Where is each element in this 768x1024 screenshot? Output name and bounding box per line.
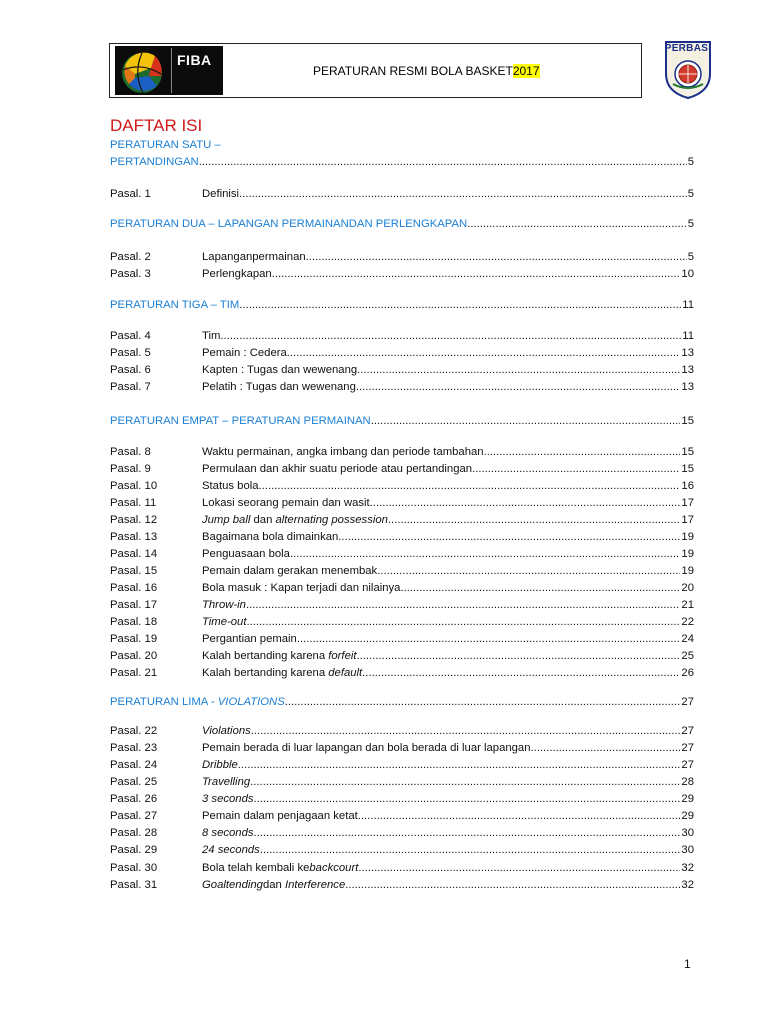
entry-label: Pasal. 26	[110, 793, 158, 805]
entry-label: Pasal. 28	[110, 827, 158, 839]
dot-leader	[254, 791, 681, 807]
entry-text-italic: 8 seconds	[202, 827, 254, 839]
entry-text: Bola masuk : Kapan terjadi dan nilainya	[202, 582, 401, 594]
entry-text: dan	[250, 514, 276, 526]
entry-page: 19	[681, 548, 694, 560]
entry-page: 20	[681, 582, 694, 594]
dot-leader	[250, 774, 680, 790]
entry-text: Lokasi seorang pemain dan wasit	[202, 497, 370, 509]
entry-page: 26	[681, 667, 694, 679]
entry-label: Pasal. 4	[110, 330, 151, 342]
dot-leader	[467, 216, 687, 232]
entry-page: 32	[681, 879, 694, 891]
chapter-title-italic: VIOLATIONS	[217, 696, 285, 708]
toc-entry-pasal-7[interactable]	[110, 379, 694, 395]
dot-leader	[306, 249, 687, 265]
chapter-4-heading[interactable]	[110, 413, 694, 429]
dot-leader	[238, 757, 681, 773]
entry-label: Pasal. 15	[110, 565, 158, 577]
entry-text-italic: Goaltending	[202, 879, 263, 891]
toc-entry-pasal-8[interactable]	[110, 444, 694, 460]
entry-page: 29	[681, 793, 694, 805]
entry-label: Pasal. 8	[110, 446, 151, 458]
entry-label: Pasal. 22	[110, 725, 158, 737]
entry-text: Pemain dalam penjagaan ketat	[202, 810, 358, 822]
dot-leader	[290, 546, 680, 562]
document-year: 2017	[512, 64, 540, 78]
chapter-title-text: PERATURAN LIMA -	[110, 696, 218, 708]
entry-page: 13	[681, 381, 694, 393]
fiba-logo	[115, 46, 223, 95]
entry-page: 17	[681, 514, 694, 526]
entry-label: Pasal. 2	[110, 251, 151, 263]
toc-entry-pasal-22[interactable]	[110, 723, 694, 739]
entry-text: Pergantian pemain	[202, 633, 297, 645]
chapter-title: PERATURAN DUA – LAPANGAN PERMAINANDAN PERLENGKAPAN	[110, 218, 468, 230]
toc-entry-pasal-27[interactable]	[110, 808, 694, 824]
entry-text: Waktu permainan, angka imbang dan periode tambahan	[202, 446, 484, 458]
entry-page: 15	[681, 446, 694, 458]
entry-label: Pasal. 16	[110, 582, 158, 594]
entry-label: Pasal. 25	[110, 776, 158, 788]
entry-text-italic: 3 seconds	[202, 793, 254, 805]
entry-text: Pemain dalam gerakan menembak	[202, 565, 378, 577]
entry-text-italic: default	[328, 667, 363, 679]
dot-leader	[400, 580, 680, 596]
toc-entry-pasal-26[interactable]	[110, 791, 694, 807]
entry-text-italic: Interference	[284, 879, 346, 891]
entry-text-italic: 24 seconds	[202, 844, 260, 856]
entry-text-italic: Violations	[202, 725, 251, 737]
entry-text: Kalah bertanding karena	[202, 667, 329, 679]
entry-page: 32	[681, 862, 694, 874]
entry-text: Bagaimana bola dimainkan	[202, 531, 339, 543]
toc-entry-pasal-1[interactable]	[110, 186, 694, 202]
entry-label: Pasal. 20	[110, 650, 158, 662]
toc-entry-pasal-2[interactable]	[110, 249, 694, 265]
dot-leader	[246, 614, 680, 630]
entry-text: Status bola	[202, 480, 259, 492]
perbasi-logo	[663, 40, 713, 100]
dot-leader	[297, 631, 681, 647]
toc-entry-pasal-25[interactable]	[110, 774, 694, 790]
entry-page: 5	[687, 251, 694, 263]
entry-page: 19	[681, 531, 694, 543]
dot-leader	[377, 563, 680, 579]
dot-leader	[371, 413, 681, 429]
dot-leader	[239, 297, 681, 313]
chapter-5-heading[interactable]	[110, 694, 694, 710]
toc-entry-pasal-16[interactable]	[110, 580, 694, 596]
dot-leader	[345, 877, 680, 893]
chapter-title: PERATURAN TIGA – TIM	[110, 299, 240, 311]
chapter-2-heading[interactable]	[110, 216, 694, 232]
entry-page: 15	[681, 463, 694, 475]
entry-page: 28	[681, 776, 694, 788]
entry-text: dan	[262, 879, 285, 891]
entry-label: Pasal. 12	[110, 514, 158, 526]
toc-entry-pasal-3[interactable]	[110, 266, 694, 282]
dot-leader	[287, 345, 681, 361]
entry-label: Pasal. 31	[110, 879, 158, 891]
entry-label: Pasal. 13	[110, 531, 158, 543]
entry-page: 21	[681, 599, 694, 611]
toc-entry-pasal-17[interactable]	[110, 597, 694, 613]
entry-page: 27	[681, 759, 694, 771]
entry-label: Pasal. 30	[110, 862, 158, 874]
entry-text: Definisi	[202, 188, 240, 200]
entry-text: Penguasaan bola	[202, 548, 290, 560]
chapter-1-heading[interactable]	[110, 154, 694, 170]
page-number: 1	[684, 957, 691, 971]
entry-label: Pasal. 18	[110, 616, 158, 628]
dot-leader	[254, 825, 681, 841]
dot-leader	[251, 723, 681, 739]
entry-label: Pasal. 5	[110, 347, 151, 359]
dot-leader	[484, 444, 681, 460]
entry-text-italic: Throw-in	[202, 599, 246, 611]
entry-text: Pemain : Cedera	[202, 347, 287, 359]
chapter-page: 27	[681, 696, 694, 708]
chapter-title	[110, 694, 285, 710]
dot-leader	[239, 186, 687, 202]
dot-leader	[220, 328, 681, 344]
dot-leader	[388, 512, 681, 528]
entry-text: Tim	[202, 330, 221, 342]
entry-page: 30	[681, 844, 694, 856]
entry-page: 27	[681, 725, 694, 737]
toc-entry-pasal-21[interactable]	[110, 665, 694, 681]
fiba-logo-text: FIBA	[177, 52, 212, 68]
dot-leader	[260, 842, 681, 858]
document-title	[313, 64, 540, 78]
toc-entry-pasal-9[interactable]	[110, 461, 694, 477]
entry-page: 29	[681, 810, 694, 822]
entry-text: Pelatih : Tugas dan wewenang	[202, 381, 356, 393]
entry-label: Pasal. 14	[110, 548, 158, 560]
dot-leader	[370, 495, 681, 511]
entry-text-italic: Dribble	[202, 759, 238, 771]
entry-text-italic: backcourt	[309, 862, 359, 874]
entry-page: 17	[681, 497, 694, 509]
entry-text-italic: forfeit	[328, 650, 357, 662]
entry-page: 25	[681, 650, 694, 662]
entry-text: Kapten : Tugas dan wewenang	[202, 364, 358, 376]
toc-entry-pasal-28[interactable]	[110, 825, 694, 841]
dot-leader	[285, 694, 681, 710]
entry-page: 19	[681, 565, 694, 577]
chapter-page: 5	[687, 218, 694, 230]
dot-leader	[356, 379, 681, 395]
chapter-page: 5	[687, 156, 694, 168]
toc-entry-pasal-29[interactable]	[110, 842, 694, 858]
toc-entry-pasal-14[interactable]	[110, 546, 694, 562]
entry-label: Pasal. 17	[110, 599, 158, 611]
dot-leader	[358, 860, 680, 876]
entry-text-italic: Time-out	[202, 616, 247, 628]
entry-page: 16	[681, 480, 694, 492]
chapter-title: PERTANDINGAN	[110, 156, 199, 168]
toc-entry-pasal-12[interactable]	[110, 512, 694, 528]
entry-text-italic: alternating possession	[275, 514, 388, 526]
entry-text: Lapanganpermainan	[202, 251, 306, 263]
dot-leader	[472, 461, 680, 477]
entry-page: 13	[681, 364, 694, 376]
entry-text: Permulaan dan akhir suatu periode atau pertandingan	[202, 463, 473, 475]
entry-label: Pasal. 24	[110, 759, 158, 771]
toc-entry-pasal-18[interactable]	[110, 614, 694, 630]
dot-leader	[338, 529, 680, 545]
entry-text-italic: Travelling	[202, 776, 251, 788]
entry-label: Pasal. 29	[110, 844, 158, 856]
toc-entry-pasal-6[interactable]	[110, 362, 694, 378]
toc-entry-pasal-13[interactable]	[110, 529, 694, 545]
chapter-title: PERATURAN EMPAT – PERATURAN PERMAINAN	[110, 415, 371, 427]
entry-page: 11	[682, 330, 694, 342]
dot-leader	[358, 808, 681, 824]
toc-entry-pasal-31[interactable]	[110, 877, 694, 893]
entry-page: 5	[687, 188, 694, 200]
entry-label: Pasal. 19	[110, 633, 158, 645]
entry-label: Pasal. 9	[110, 463, 151, 475]
perbasi-logo-text: PERBASI	[664, 43, 712, 54]
toc-entry-pasal-19[interactable]	[110, 631, 694, 647]
entry-page: 10	[681, 268, 694, 280]
entry-page: 22	[681, 616, 694, 628]
document-title-text: PERATURAN RESMI BOLA BASKET	[313, 64, 513, 78]
toc-entry-pasal-30[interactable]	[110, 860, 694, 876]
entry-page: 30	[681, 827, 694, 839]
toc-entry-pasal-20[interactable]	[110, 648, 694, 664]
toc-entry-pasal-5[interactable]	[110, 345, 694, 361]
dot-leader	[357, 648, 681, 664]
entry-label: Pasal. 27	[110, 810, 158, 822]
entry-label: Pasal. 11	[110, 497, 157, 509]
entry-label: Pasal. 1	[110, 188, 151, 200]
entry-label: Pasal. 21	[110, 667, 158, 679]
toc-entry-pasal-23[interactable]	[110, 740, 694, 756]
entry-page: 24	[681, 633, 694, 645]
entry-text-italic: Jump ball	[202, 514, 251, 526]
entry-page: 13	[681, 347, 694, 359]
chapter-3-heading[interactable]	[110, 297, 694, 313]
dot-leader	[362, 665, 680, 681]
toc-entry-pasal-4[interactable]	[110, 328, 694, 344]
dot-leader	[531, 740, 681, 756]
entry-page: 27	[681, 742, 694, 754]
entry-text: Bola telah kembali ke	[202, 862, 310, 874]
toc-entry-pasal-15[interactable]	[110, 563, 694, 579]
dot-leader	[357, 362, 680, 378]
toc-entry-pasal-10[interactable]	[110, 478, 694, 494]
chapter-1-heading-line1[interactable]: PERATURAN SATU –	[110, 139, 221, 151]
entry-text: Perlengkapan	[202, 268, 272, 280]
entry-label: Pasal. 6	[110, 364, 151, 376]
dot-leader	[246, 597, 680, 613]
entry-label: Pasal. 10	[110, 480, 158, 492]
toc-entry-pasal-11[interactable]	[110, 495, 694, 511]
entry-label: Pasal. 7	[110, 381, 151, 393]
dot-leader	[272, 266, 681, 282]
chapter-page: 15	[681, 415, 694, 427]
chapter-page: 11	[682, 299, 694, 311]
entry-text: Kalah bertanding karena	[202, 650, 329, 662]
toc-entry-pasal-24[interactable]	[110, 757, 694, 773]
dot-leader	[199, 154, 687, 170]
entry-label: Pasal. 23	[110, 742, 158, 754]
dot-leader	[259, 478, 681, 494]
entry-label: Pasal. 3	[110, 268, 151, 280]
toc-title: DAFTAR ISI	[110, 116, 203, 135]
entry-text: Pemain berada di luar lapangan dan bola berada di luar lapangan	[202, 742, 531, 754]
